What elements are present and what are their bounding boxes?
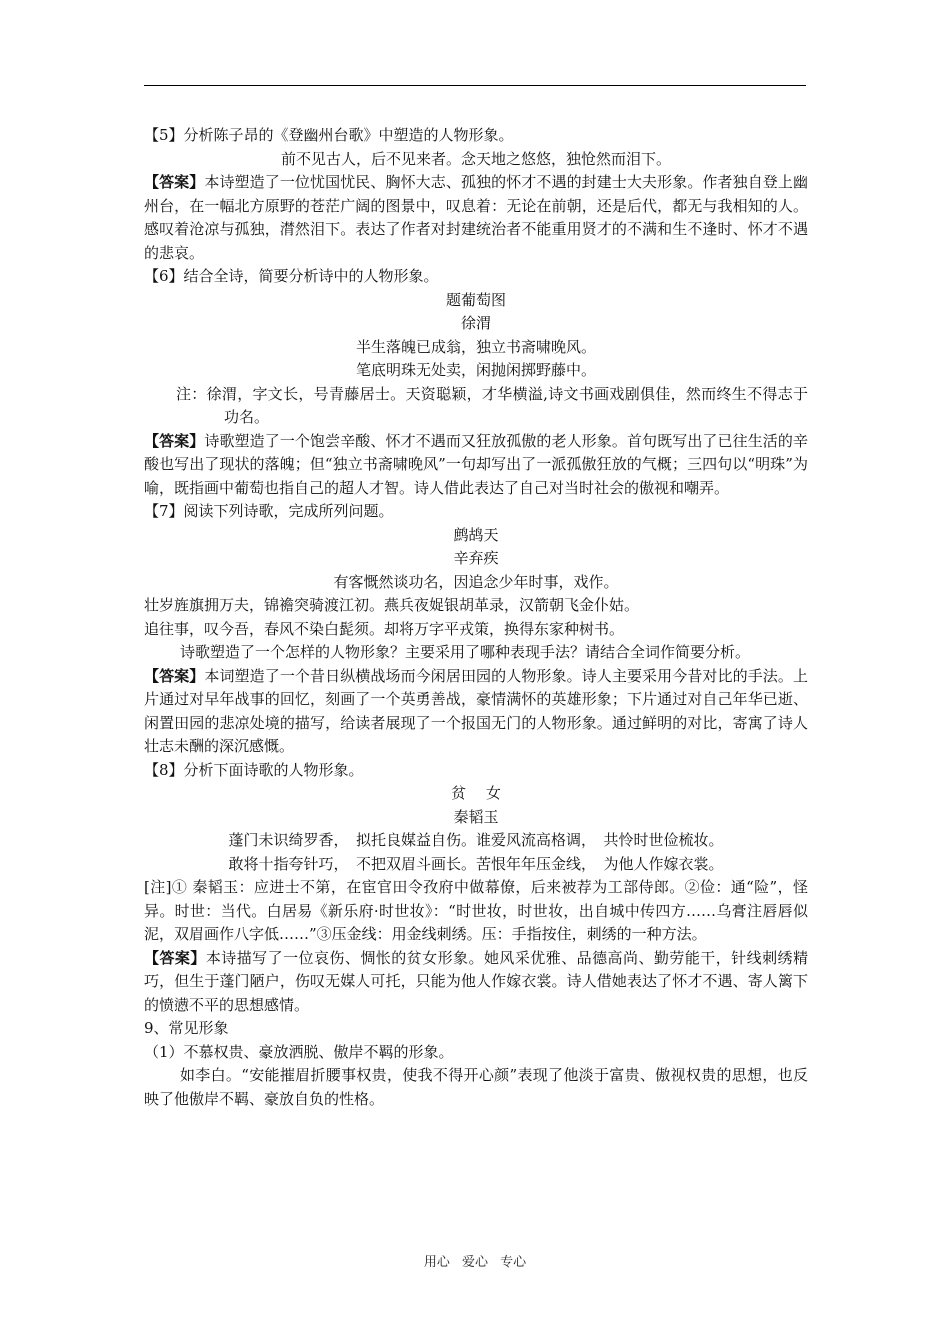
example-paragraph: 如李白。“安能摧眉折腰事权贵，使我不得开心颜”表现了他淡于富贵、傲视权贵的思想，也反映了他傲岸不羁、豪放自负的性格。 — [144, 1066, 808, 1108]
q8-note: [注]① 秦韬玉：应进士不第，在宦官田令孜府中做幕僚，后来被荐为工部侍郎。②俭：通“险”，怪异。时世：当代。白居易《新乐府·时世妆》：“时世妆，时世妆，出自城中传四方……乌膏注唇唇似泥，双眉画作八字低……”③压金线：用金线刺绣。压：手指按住，刺绣的一种方法。 — [144, 878, 808, 943]
answer-tag: 【答案】 — [144, 666, 205, 685]
q5-question: 【5】分析陈子昂的《登幽州台歌》中塑造的人物形象。 — [144, 126, 514, 144]
q7-poem-line: 追往事，叹今吾，春风不染白髭须。却将万字平戎策，换得东家种树书。 — [144, 619, 625, 638]
q7-poem-author: 辛弃疾 — [453, 549, 499, 567]
q5-poem-line: 前不见古人，后不见来者。念天地之悠悠，独怆然而泪下。 — [280, 149, 671, 168]
q7-poem-title: 鹧鸪天 — [453, 525, 499, 544]
answer-text: 本词塑造了一个昔日纵横战场而今闲居田园的人物形象。诗人主要采用今昔对比的手法。上片通过对早年战事的回忆，刻画了一个英勇善战，豪情满怀的英雄形象；下片通过对自己年华已逝、闲置田园的悲凉处境的描写，给读者展现了一个报国无门的人物形象。通过鲜明的对比，寄寓了诗人壮志未酬的深沉感慨。 — [144, 666, 808, 755]
answer-text: 本诗描写了一位哀伤、惆怅的贫女形象。她风采优雅、品德高尚、勤劳能干，针线刺绣精巧，但生于蓬门陋户，伤叹无媒人可托，只能为他人作嫁衣裳。诗人借她表达了怀才不遇、寄人篱下的愤懑不平的思想感情。 — [144, 948, 808, 1014]
section-heading: 9、常见形象 — [144, 1019, 229, 1037]
q7-prompt: 诗歌塑造了一个怎样的人物形象？主要采用了哪种表现手法？请结合全词作简要分析。 — [180, 643, 751, 661]
q6-poem-line: 笔底明珠无处卖，闲抛闲掷野藤中。 — [355, 361, 596, 379]
q6-question: 【6】结合全诗，简要分析诗中的人物形象。 — [144, 267, 439, 285]
q8-question: 【8】分析下面诗歌的人物形象。 — [144, 760, 364, 779]
answer-tag: 【答案】 — [144, 173, 205, 191]
q6-note: 注：徐渭，字文长，号青藤居士。天资聪颖，才华横溢,诗文书画戏剧俱佳，然而终生不得志于功名。 — [176, 384, 808, 426]
answer-tag: 【答案】 — [144, 431, 205, 450]
page-footer: 用心 爱心 专心 — [423, 1255, 527, 1270]
q6-poem-author: 徐渭 — [460, 314, 491, 332]
q7-poem-line: 壮岁旌旗拥万夫，锦襜突骑渡江初。燕兵夜娖银胡革录，汉箭朝飞金仆姑。 — [144, 596, 640, 614]
q7-answer — [144, 665, 808, 759]
q6-poem-line: 半生落魄已成翁，独立书斋啸晚风。 — [355, 337, 596, 356]
q7-poem-preface: 有客慨然谈功名，因追念少年时事，戏作。 — [333, 572, 619, 591]
q7-question: 【7】阅读下列诗歌，完成所列问题。 — [144, 502, 394, 520]
answer-tag: 【答案】 — [144, 948, 206, 967]
header-rule — [144, 85, 806, 86]
q8-poem-line: 蓬门未识绮罗香， 拟托良媒益自伤。谁爱风流高格调， 共怜时世俭梳妆。 — [228, 831, 724, 849]
subsection-heading: （1）不慕权贵、豪放洒脱、傲岸不羁的形象。 — [144, 1042, 454, 1061]
q8-poem-author: 秦韬玉 — [453, 807, 499, 826]
q8-poem-title: 贫 女 — [451, 784, 501, 802]
answer-text: 诗歌塑造了一个饱尝辛酸、怀才不遇而又狂放孤傲的老人形象。首句既写出了已往生活的辛酸也写出了现状的落魄；但“独立书斋啸晚风”一句却写出了一派孤傲狂放的气概；三四句以“明珠”为喻，既指画中葡萄也指自己的超人才智。诗人借此表达了自己对当时社会的傲视和嘲弄。 — [144, 431, 808, 497]
q6-poem-title: 题葡萄图 — [445, 290, 506, 309]
q6-answer — [144, 430, 808, 501]
q8-poem-line: 敢将十指夸针巧， 不把双眉斗画长。苦恨年年压金线， 为他人作嫁衣裳。 — [228, 854, 724, 873]
q5-answer — [144, 171, 808, 265]
document-body — [144, 124, 808, 1111]
answer-text: 本诗塑造了一位忧国忧民、胸怀大志、孤独的怀才不遇的封建士大夫形象。作者独自登上幽州台，在一幅北方原野的苍茫广阔的图景中，叹息着：无论在前朝，还是后代，都无与我相知的人。感叹着沧凉与孤独，潸然泪下。表达了作者对封建统治者不能重用贤才的不满和生不逢时、怀才不遇的悲哀。 — [144, 173, 808, 262]
q8-answer — [144, 947, 808, 1018]
